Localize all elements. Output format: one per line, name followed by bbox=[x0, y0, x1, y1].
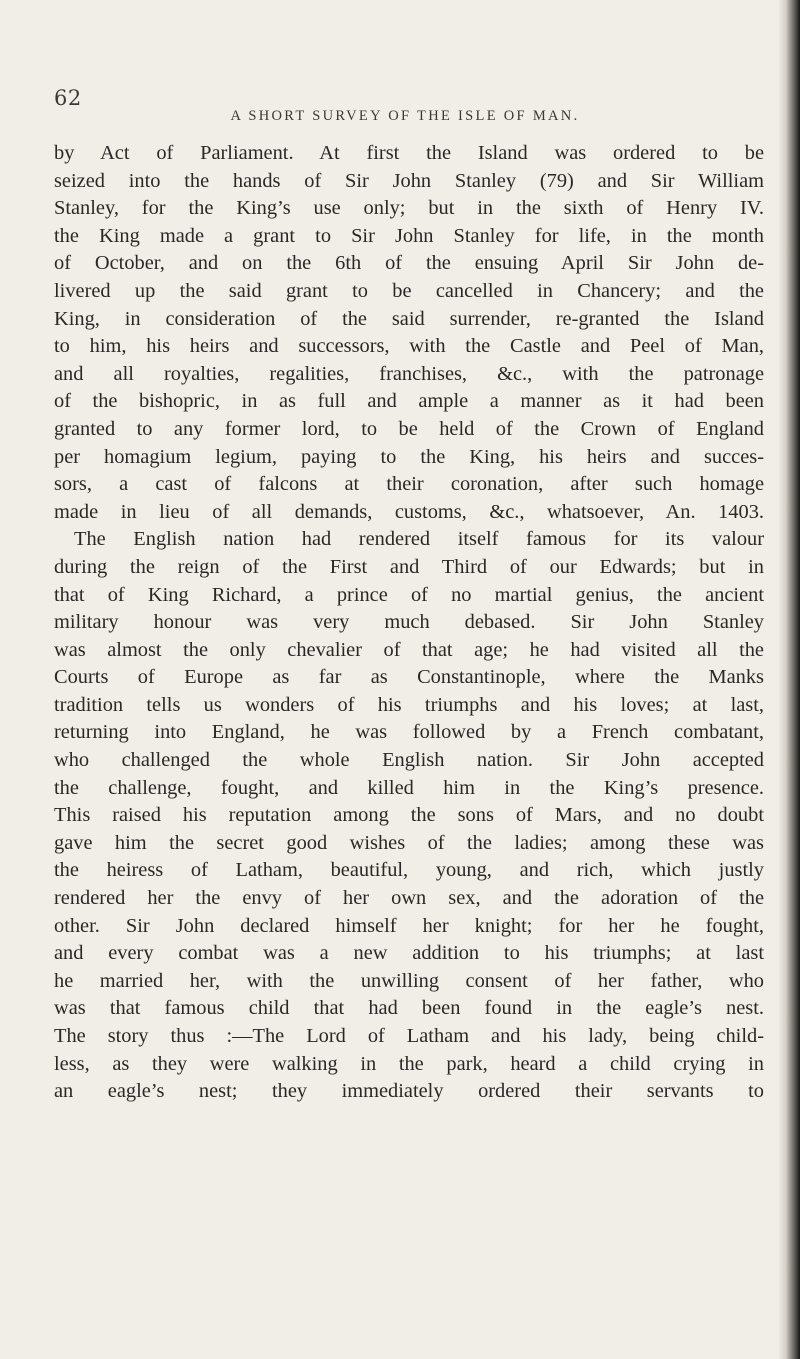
text-line: made in lieu of all demands, customs, &c., whatsoever, An. 1403. bbox=[54, 500, 764, 523]
text-line: the King made a grant to Sir John Stanley for life, in the month bbox=[54, 224, 764, 247]
text-line: of the bishopric, in as full and ample a manner as it had been bbox=[54, 390, 764, 413]
page-binding-edge bbox=[778, 0, 800, 1359]
text-line: returning into England, he was followed by a French combatant, bbox=[54, 721, 764, 744]
text-line: to him, his heirs and successors, with the Castle and Peel of Man, bbox=[54, 335, 764, 358]
text-line: that of King Richard, a prince of no martial genius, the ancient bbox=[54, 583, 764, 606]
text-line: of October, and on the 6th of the ensuing April Sir John de- bbox=[54, 252, 764, 275]
text-line: during the reign of the First and Third of our Edwards; but in bbox=[54, 555, 764, 578]
text-line: Stanley, for the King’s use only; but in the sixth of Henry IV. bbox=[54, 197, 764, 220]
text-line: the heiress of Latham, beautiful, young, and rich, which justly bbox=[54, 859, 764, 882]
text-line: gave him the secret good wishes of the ladies; among these was bbox=[54, 831, 764, 854]
text-line: Courts of Europe as far as Constantinople, where the Manks bbox=[54, 666, 764, 689]
text-line: the challenge, fought, and killed him in the King’s presence. bbox=[54, 776, 764, 799]
text-line: The English nation had rendered itself famous for its valour bbox=[74, 528, 764, 551]
text-line: tradition tells us wonders of his triumphs and his loves; at last, bbox=[54, 693, 764, 716]
text-line: per homagium legium, paying to the King, his heirs and succes- bbox=[54, 445, 764, 468]
text-line: granted to any former lord, to be held of the Crown of England bbox=[54, 417, 764, 440]
text-line: by Act of Parliament. At first the Island was ordered to be bbox=[54, 142, 764, 164]
text-line: an eagle’s nest; they immediately ordered their servants to bbox=[54, 1080, 764, 1103]
text-line: was almost the only chevalier of that age; he had visited all the bbox=[54, 638, 764, 661]
body-text bbox=[54, 140, 764, 1106]
text-line: rendered her the envy of her own sex, and the adoration of the bbox=[54, 887, 764, 910]
text-line: who challenged the whole English nation. Sir John accepted bbox=[54, 749, 764, 772]
text-line: less, as they were walking in the park, heard a child crying in bbox=[54, 1052, 764, 1075]
running-head: A SHORT SURVEY OF THE ISLE OF MAN. bbox=[230, 108, 580, 124]
page-number: 62 bbox=[54, 86, 82, 110]
text-line: other. Sir John declared himself her knight; for her he fought, bbox=[54, 914, 764, 937]
text-line: The story thus :—The Lord of Latham and his lady, being child- bbox=[54, 1025, 764, 1047]
text-line: livered up the said grant to be cancelled in Chancery; and the bbox=[54, 279, 764, 302]
text-line: King, in consideration of the said surrender, re-granted the Island bbox=[54, 307, 764, 330]
text-line: and every combat was a new addition to his triumphs; at last bbox=[54, 942, 764, 965]
text-line: This raised his reputation among the sons of Mars, and no doubt bbox=[54, 804, 764, 827]
text-line: sors, a cast of falcons at their coronation, after such homage bbox=[54, 473, 764, 496]
text-line: and all royalties, regalities, franchises, &c., with the patronage bbox=[54, 362, 764, 385]
text-line: he married her, with the unwilling consent of her father, who bbox=[54, 969, 764, 992]
text-line: military honour was very much debased. Sir John Stanley bbox=[54, 611, 764, 634]
text-line: seized into the hands of Sir John Stanley (79) and Sir William bbox=[54, 169, 764, 192]
text-line: was that famous child that had been found in the eagle’s nest. bbox=[54, 997, 764, 1020]
